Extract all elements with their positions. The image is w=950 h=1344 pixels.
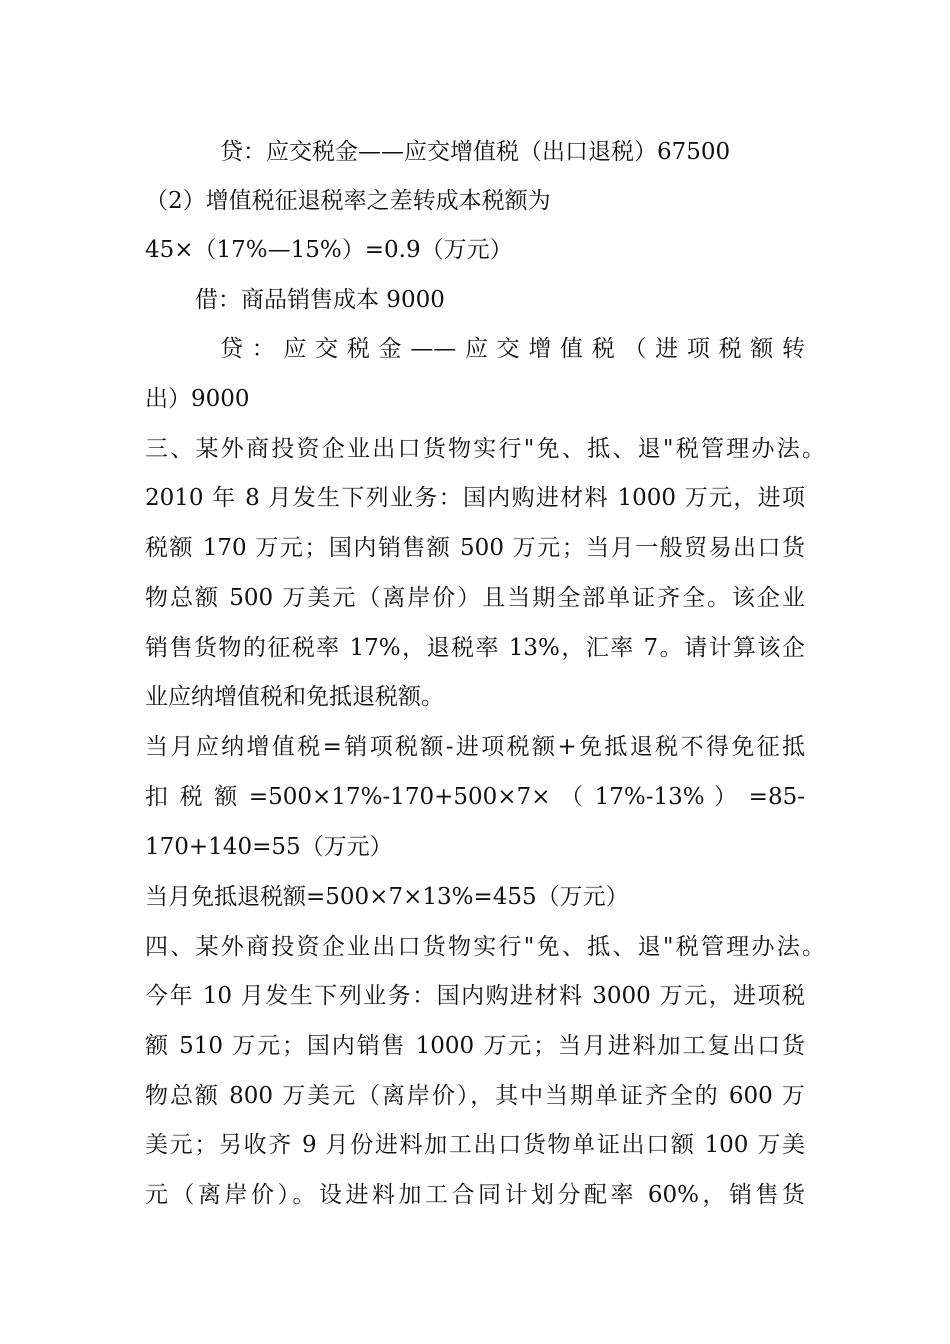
text-line-20: 物总额 800 万美元（离岸价），其中当期单证齐全的 600 万 (145, 1083, 805, 1109)
text-line-18: 今年 10 月发生下列业务：国内购进材料 3000 万元，进项税 (145, 983, 805, 1009)
text-line-8: 2010 年 8 月发生下列业务：国内购进材料 1000 万元，进项 (145, 485, 805, 511)
text-line-10: 物总额 500 万美元（离岸价）且当期全部单证齐全。该企业 (145, 585, 805, 611)
text-line-5: 贷：应交税金——应交增值税（进项税额转 (220, 336, 805, 362)
text-line-11: 销售货物的征税率 17%，退税率 13%，汇率 7。请计算该企 (145, 635, 805, 661)
text-line-2: （2）增值税征退税率之差转成本税额为 (145, 188, 551, 214)
text-line-12: 业应纳增值税和免抵退税额。 (145, 684, 444, 710)
text-line-7: 三、某外商投资企业出口货物实行"免、抵、退"税管理办法。 (145, 436, 825, 462)
text-line-6: 出）9000 (145, 386, 250, 412)
text-line-4: 借：商品销售成本 9000 (195, 287, 445, 313)
text-line-15: 170+140=55（万元） (145, 834, 393, 860)
text-line-14: 扣 税 额 =500×17%-170+500×7× （ 17%-13% ） =85- (145, 784, 805, 810)
text-line-19: 额 510 万元；国内销售 1000 万元；当月进料加工复出口货 (145, 1033, 805, 1059)
text-line-22: 元（离岸价）。设进料加工合同计划分配率 60%，销售货 (145, 1182, 805, 1208)
text-line-17: 四、某外商投资企业出口货物实行"免、抵、退"税管理办法。 (145, 934, 825, 960)
text-line-1: 贷：应交税金——应交增值税（出口退税）67500 (220, 139, 731, 165)
text-line-13: 当月应纳增值税=销项税额-进项税额+免抵退税不得免征抵 (145, 734, 805, 760)
text-line-9: 税额 170 万元；国内销售额 500 万元；当月一般贸易出口货 (145, 535, 805, 561)
text-line-21: 美元；另收齐 9 月份进料加工出口货物单证出口额 100 万美 (145, 1132, 805, 1158)
text-line-16: 当月免抵退税额=500×7×13%=455（万元） (145, 884, 629, 910)
text-line-3: 45×（17%—15%）=0.9（万元） (145, 237, 513, 263)
